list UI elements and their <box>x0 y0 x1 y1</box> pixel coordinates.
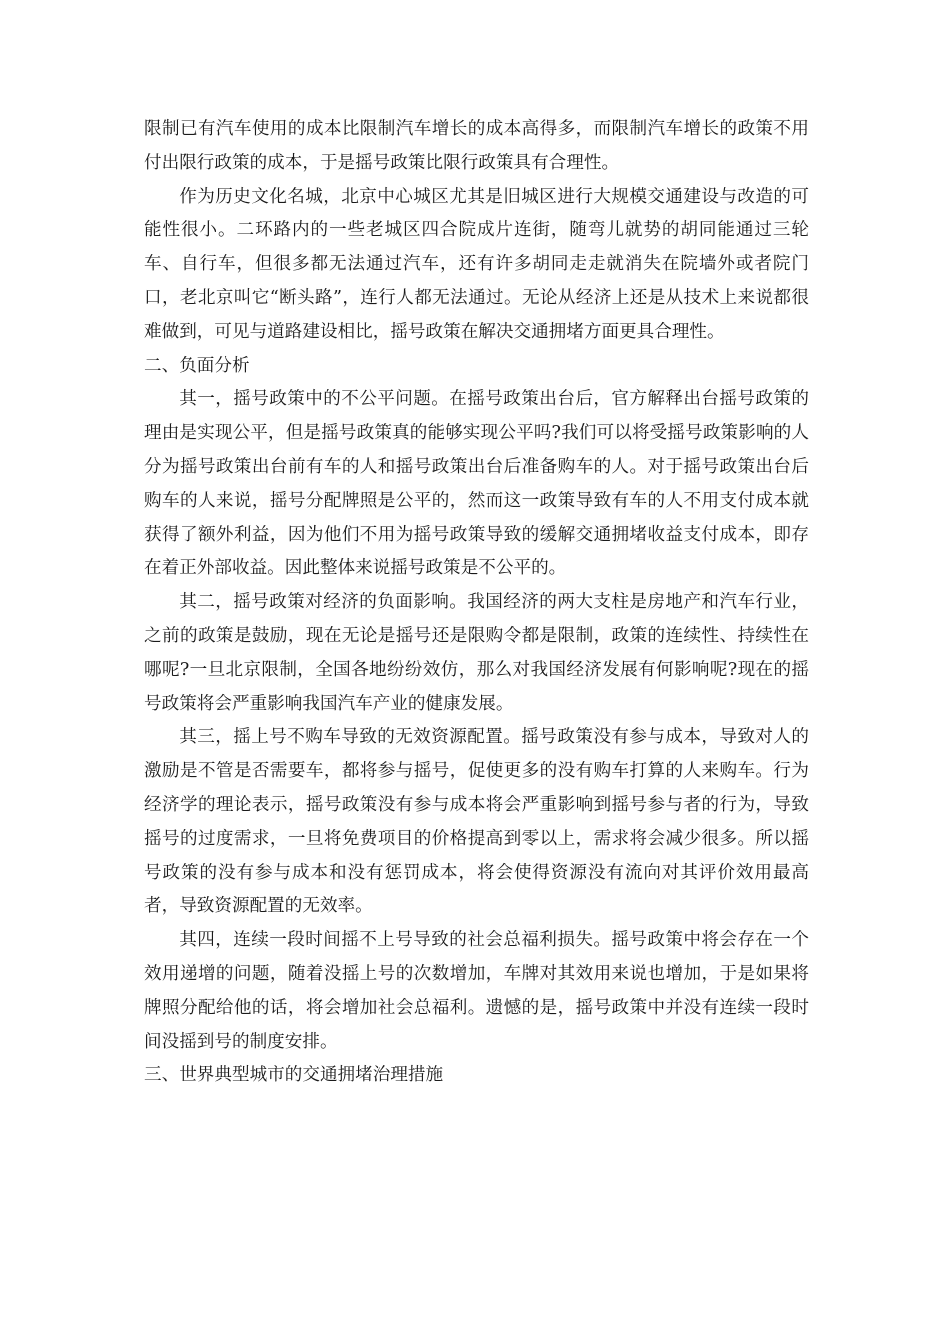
document-body <box>144 113 809 1093</box>
section-heading-negative-analysis: 二、负面分析 <box>144 355 250 376</box>
paragraph-continuation: 限制已有汽车使用的成本比限制汽车增长的成本高得多，而限制汽车增长的政策不用付出限行政策的成本，于是摇号政策比限行政策具有合理性。 <box>144 119 809 173</box>
paragraph-point-three: 其三，摇上号不购车导致的无效资源配置。摇号政策没有参与成本，导致对人的激励是不管是否需要车，都将参与摇号，促使更多的没有购车打算的人来购车。行为经济学的理论表示，摇号政策没有参与成本将会严重影响到摇号参与者的行为，导致摇号的过度需求，一旦将免费项目的价格提高到零以上，需求将会减少很多。所以摇号政策的没有参与成本和没有惩罚成本，将会使得资源没有流向对其评价效用最高者，导致资源配置的无效率。 <box>144 727 809 917</box>
paragraph-point-one: 其一，摇号政策中的不公平问题。在摇号政策出台后，官方解释出台摇号政策的理由是实现公平，但是摇号政策真的能够实现公平吗?我们可以将受摇号政策影响的人分为摇号政策出台前有车的人和摇号政策出台后准备购车的人。对于摇号政策出台后购车的人来说，摇号分配牌照是公平的，然而这一政策导致有车的人不用支付成本就获得了额外利益，因为他们不用为摇号政策导致的缓解交通拥堵收益支付成本，即存在着正外部收益。因此整体来说摇号政策是不公平的。 <box>144 389 809 579</box>
paragraph-point-four: 其四，连续一段时间摇不上号导致的社会总福利损失。摇号政策中将会存在一个效用递增的问题，随着没摇上号的次数增加，车牌对其效用来说也增加，于是如果将牌照分配给他的话，将会增加社会总福利。遗憾的是，摇号政策中并没有连续一段时间没摇到号的制度安排。 <box>144 930 809 1052</box>
paragraph-point-two: 其二，摇号政策对经济的负面影响。我国经济的两大支柱是房地产和汽车行业，之前的政策是鼓励，现在无论是摇号还是限购令都是限制，政策的连续性、持续性在哪呢?一旦北京限制，全国各地纷纷效仿，那么对我国经济发展有何影响呢?现在的摇号政策将会严重影响我国汽车产业的健康发展。 <box>144 592 809 714</box>
section-heading-world-cities: 三、世界典型城市的交通拥堵治理措施 <box>144 1065 444 1086</box>
paragraph-beijing-city: 作为历史文化名城，北京中心城区尤其是旧城区进行大规模交通建设与改造的可能性很小。二环路内的一些老城区四合院成片连街，随弯儿就势的胡同能通过三轮车、自行车，但很多都无法通过汽车，还有许多胡同走走就消失在院墙外或者院门口，老北京叫它“断头路”，连行人都无法通过。无论从经济上还是从技术上来说都很难做到，可见与道路建设相比，摇号政策在解决交通拥堵方面更具合理性。 <box>144 186 809 342</box>
